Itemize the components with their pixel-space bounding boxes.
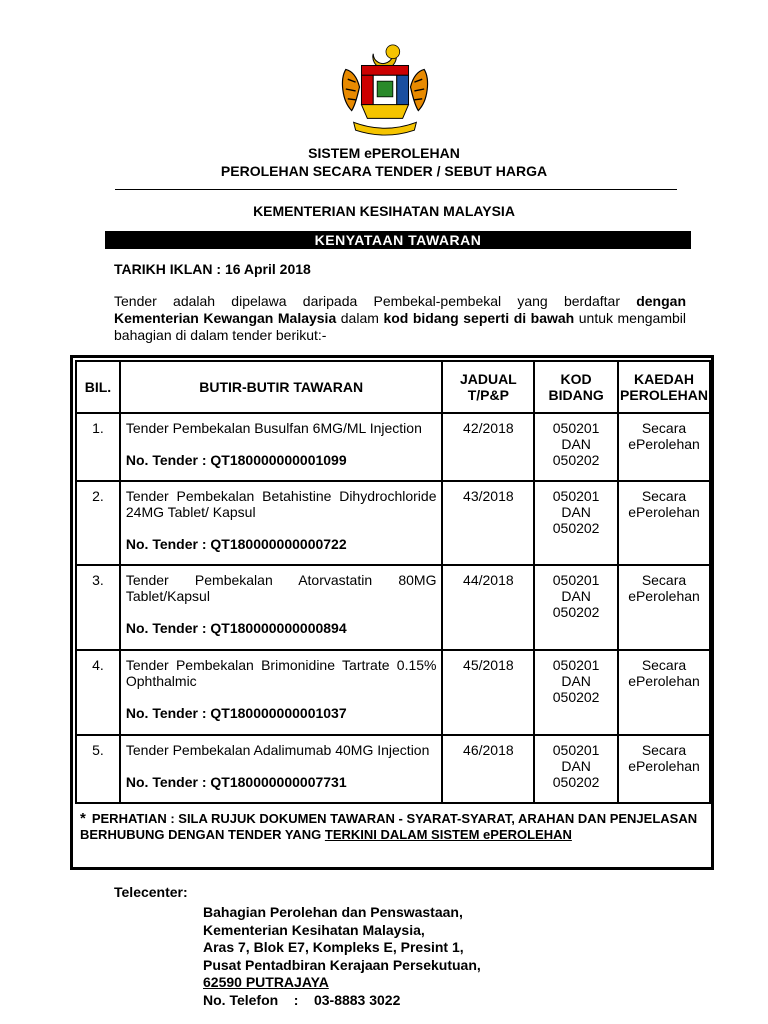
header-kaedah: KAEDAH PEROLEHAN — [618, 361, 710, 413]
tender-table — [75, 360, 711, 859]
header-kod: KOD BIDANG — [534, 361, 618, 413]
ministry-title: KEMENTERIAN KESIHATAN MALAYSIA — [253, 203, 515, 219]
header-butir: BUTIR-BUTIR TAWARAN — [120, 361, 443, 413]
row-jadual: 46/2018 — [442, 735, 534, 803]
row-kod: 050201 DAN 050202 — [534, 413, 618, 481]
row-number: 1. — [76, 413, 120, 481]
row-description: Tender Pembekalan Brimonidine Tartrate 0.15% Ophthalmic No. Tender : QT180000000001037 — [120, 650, 443, 735]
row-kod: 050201 DAN 050202 — [534, 735, 618, 803]
divider — [115, 189, 677, 190]
note-row — [76, 803, 710, 859]
row-kaedah: Secara ePerolehan — [618, 565, 710, 650]
table-row — [76, 413, 710, 481]
table-row — [76, 481, 710, 565]
table-row — [76, 650, 710, 735]
procurement-type: PEROLEHAN SECARA TENDER / SEBUT HARGA — [220, 163, 548, 179]
row-number: 4. — [76, 650, 120, 735]
note-cell — [76, 803, 710, 859]
row-jadual: 44/2018 — [442, 565, 534, 650]
table-header-row — [76, 361, 710, 413]
row-kaedah: Secara ePerolehan — [618, 481, 710, 565]
row-kod: 050201 DAN 050202 — [534, 481, 618, 565]
notice-note: * PERHATIAN : SILA RUJUK DOKUMEN TAWARAN - SYARAT-SYARAT, ARAHAN DAN PENJELASAN BERHUBUNG DENGAN TENDER YANG TERKINI DALAM SISTEM ePEROLEHAN — [80, 810, 698, 842]
row-kod: 050201 DAN 050202 — [534, 565, 618, 650]
row-kaedah: Secara ePerolehan — [618, 413, 710, 481]
telecenter-label: Telecenter: — [114, 884, 188, 900]
telecenter-address: Bahagian Perolehan dan Penswastaan, Kementerian Kesihatan Malaysia, Aras 7, Blok E7, Kompleks E, Presint 1, Pusat Pentadbiran Kerajaan Persekutuan, 62590 PUTRAJAYA No. Telefon : 03-8883 3022 — [203, 904, 481, 1008]
row-description: Tender Pembekalan Busulfan 6MG/ML Injection No. Tender : QT180000000001099 — [120, 413, 443, 481]
row-description: Tender Pembekalan Betahistine Dihydrochloride 24MG Tablet/ Kapsul No. Tender : QT180000000000722 — [120, 481, 443, 565]
row-description: Tender Pembekalan Atorvastatin 80MG Tablet/Kapsul No. Tender : QT180000000000894 — [120, 565, 443, 650]
row-number: 3. — [76, 565, 120, 650]
table-row — [76, 735, 710, 803]
system-title: SISTEM ePEROLEHAN — [308, 145, 460, 161]
notice-banner: KENYATAAN TAWARAN — [105, 231, 691, 249]
row-kod: 050201 DAN 050202 — [534, 650, 618, 735]
row-kaedah: Secara ePerolehan — [618, 735, 710, 803]
table-row — [76, 565, 710, 650]
row-number: 2. — [76, 481, 120, 565]
malaysia-coat-of-arms-icon — [336, 40, 434, 138]
row-number: 5. — [76, 735, 120, 803]
row-jadual: 43/2018 — [442, 481, 534, 565]
row-jadual: 42/2018 — [442, 413, 534, 481]
header-bil: BIL. — [76, 361, 120, 413]
row-jadual: 45/2018 — [442, 650, 534, 735]
row-kaedah: Secara ePerolehan — [618, 650, 710, 735]
row-description: Tender Pembekalan Adalimumab 40MG Injection No. Tender : QT180000000007731 — [120, 735, 443, 803]
advert-date: TARIKH IKLAN : 16 April 2018 — [114, 261, 311, 277]
header-jadual: JADUAL T/P&P — [442, 361, 534, 413]
intro-paragraph: Tender adalah dipelawa daripada Pembekal-pembekal yang berdaftar dengan Kementerian Kewangan Malaysia dalam kod bidang seperti di bawah untuk mengambil bahagian di dalam tender berikut:- — [114, 293, 686, 343]
